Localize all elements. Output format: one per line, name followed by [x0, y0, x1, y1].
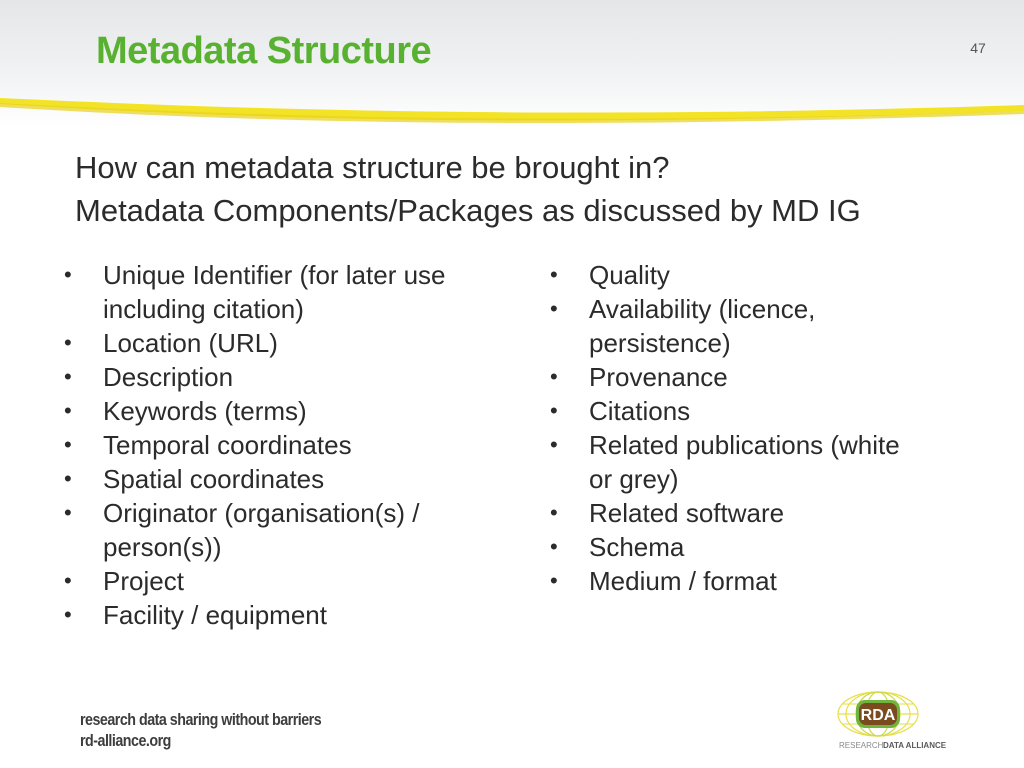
right-bullet-item	[546, 428, 986, 496]
subtitle-line-1: How can metadata structure be brought in?	[75, 150, 670, 185]
left-bullet-item	[60, 598, 500, 632]
left-bullet-item-line: Temporal coordinates	[103, 430, 352, 460]
rda-logo-mark: RDA	[860, 707, 896, 724]
right-bullet-item	[546, 394, 986, 428]
left-bullet-item-line: Project	[103, 566, 184, 596]
left-bullet-item-line: Description	[103, 362, 234, 392]
left-bullet-item	[60, 326, 500, 360]
rda-logo-caption-right: DATA ALLIANCE	[883, 741, 946, 750]
right-bullet-item	[546, 292, 986, 360]
left-bullet-item	[60, 462, 500, 496]
left-bullet-item-line: Spatial coordinates	[103, 464, 325, 494]
slide-number: 47	[970, 40, 986, 56]
left-bullet-item	[60, 258, 500, 326]
subtitle-line-2: Metadata Components/Packages as discussed by MD IG	[75, 193, 861, 228]
right-bullet-item	[546, 564, 986, 598]
header-swoosh	[0, 80, 1024, 130]
right-bullet-list	[546, 258, 986, 598]
left-bullet-item	[60, 360, 500, 394]
left-bullet-item-line: Originator (organisation(s) /	[103, 498, 420, 528]
left-bullet-item-line: Unique Identifier (for later use	[103, 260, 446, 290]
right-bullet-item-line: Citations	[589, 396, 691, 426]
right-bullet-item-line: Quality	[589, 260, 670, 290]
left-bullet-item	[60, 496, 500, 564]
right-bullet-item-line: Availability (licence,	[589, 294, 816, 324]
right-bullet-item-line: Provenance	[589, 362, 728, 392]
right-bullet-item	[546, 258, 986, 292]
right-bullet-item-line: or grey)	[589, 464, 679, 494]
left-bullet-list	[60, 258, 500, 632]
footer-tagline: research data sharing without barriers	[80, 710, 322, 729]
subtitle	[75, 146, 995, 232]
right-bullet-item-line: persistence)	[589, 328, 731, 358]
footer-url: rd-alliance.org	[80, 731, 171, 750]
right-bullet-item-line: Medium / format	[589, 566, 777, 596]
left-bullet-item	[60, 428, 500, 462]
left-bullet-item	[60, 394, 500, 428]
left-bullet-item-line: Keywords (terms)	[103, 396, 307, 426]
slide-title: Metadata Structure	[96, 30, 432, 72]
right-bullet-item-line: Related software	[589, 498, 785, 528]
left-bullet-item	[60, 564, 500, 598]
left-bullet-item-line: person(s))	[103, 532, 222, 562]
left-bullet-item-line: Facility / equipment	[103, 600, 327, 630]
rda-logo-caption-left: RESEARCH	[839, 741, 884, 750]
right-bullet-item	[546, 530, 986, 564]
rda-logo	[836, 688, 946, 752]
left-bullet-item-line: Location (URL)	[103, 328, 278, 358]
right-bullet-item-line: Related publications (white	[589, 430, 900, 460]
right-bullet-item-line: Schema	[589, 532, 685, 562]
right-bullet-item	[546, 496, 986, 530]
right-bullet-item	[546, 360, 986, 394]
left-bullet-item-line: including citation)	[103, 294, 304, 324]
